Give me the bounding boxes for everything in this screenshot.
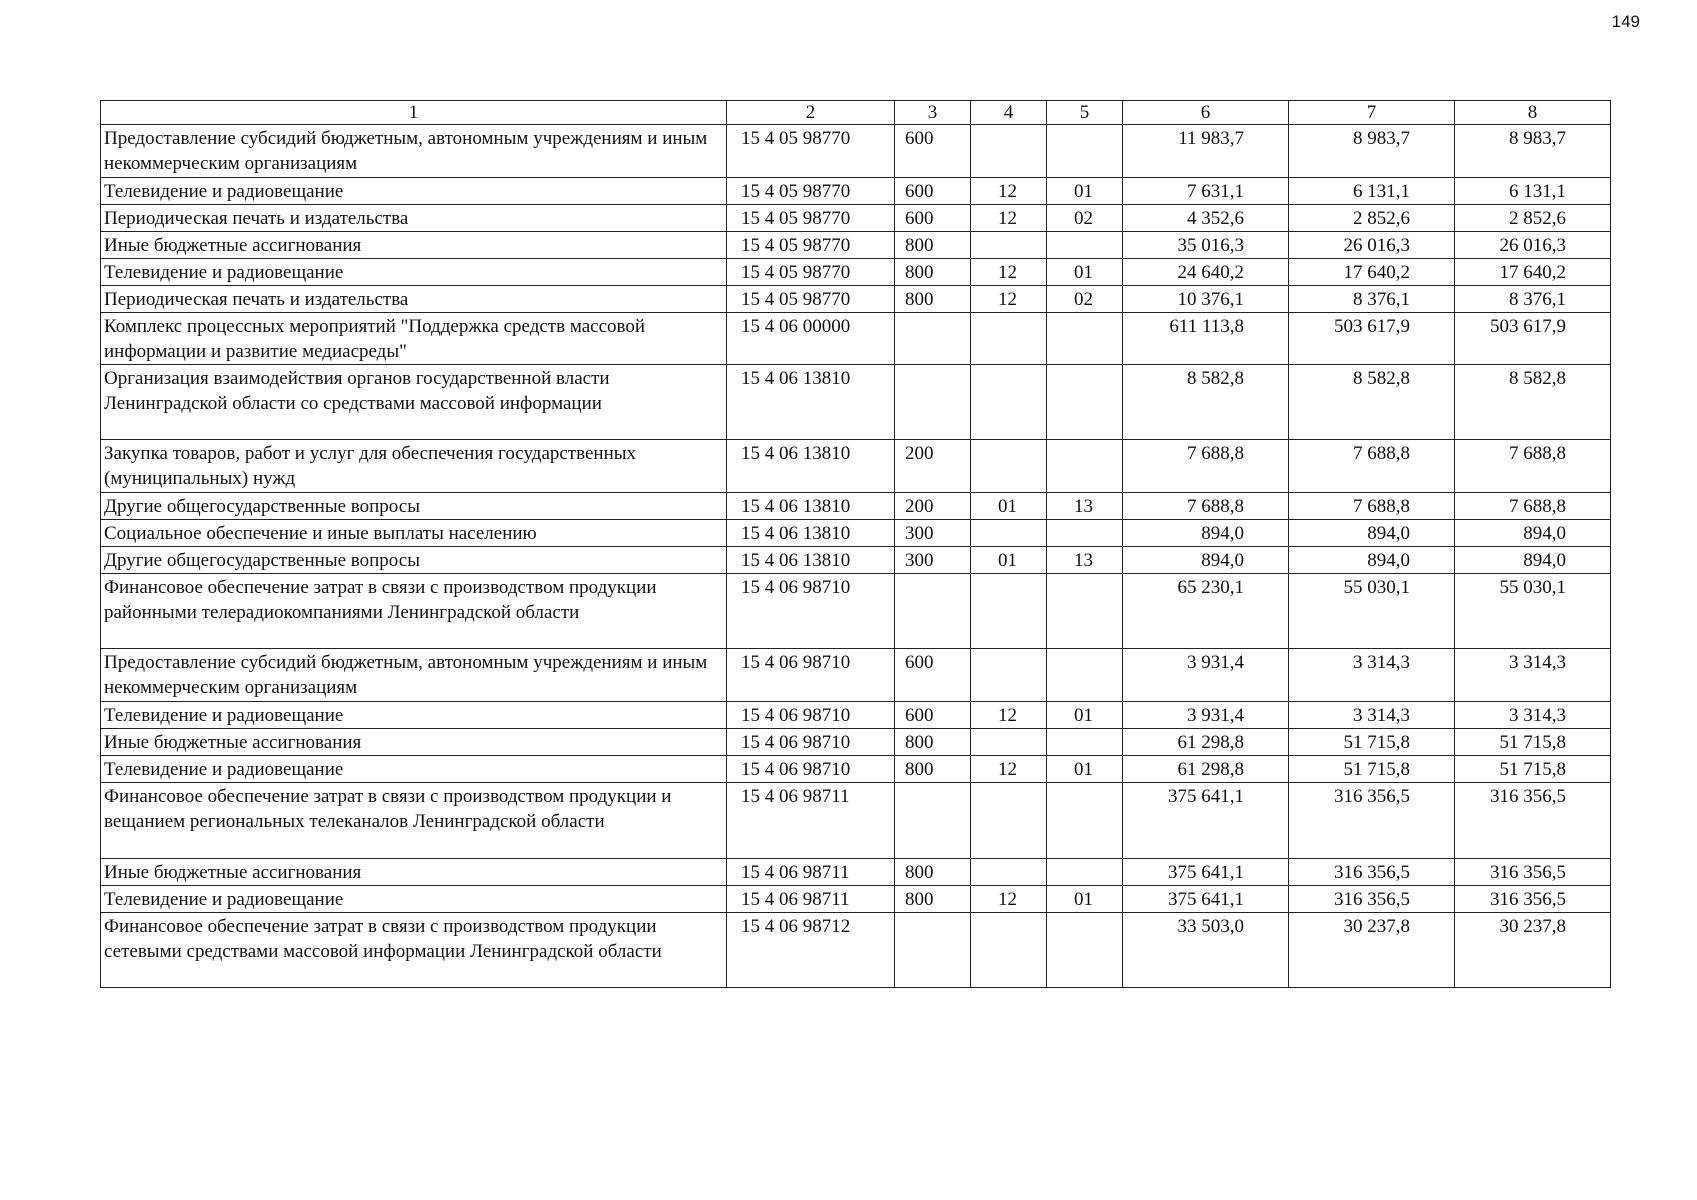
- row-value-col7: 6 131,1: [1289, 178, 1455, 205]
- table-row: [101, 520, 1611, 547]
- table-row: [101, 365, 1611, 440]
- row-subsection-cell: 01: [1047, 702, 1123, 729]
- row-section-cell: [971, 440, 1047, 493]
- row-name-cell: Организация взаимодействия органов государственной власти Ленинградской области со средствами массовой информации: [101, 365, 727, 440]
- row-value-col8: 51 715,8: [1455, 729, 1611, 756]
- row-type-cell: [895, 783, 971, 859]
- row-name-cell: Закупка товаров, работ и услуг для обеспечения государственных (муниципальных) нужд: [101, 440, 727, 493]
- row-value-col6: 4 352,6: [1123, 205, 1289, 232]
- row-subsection-cell: 01: [1047, 178, 1123, 205]
- row-section-cell: 12: [971, 259, 1047, 286]
- row-value-col6: 7 688,8: [1123, 440, 1289, 493]
- row-value-col6: 375 641,1: [1123, 859, 1289, 886]
- row-value-col8: 503 617,9: [1455, 313, 1611, 365]
- row-name-cell: Иные бюджетные ассигнования: [101, 232, 727, 259]
- row-value-col6: 65 230,1: [1123, 574, 1289, 649]
- table-row: [101, 886, 1611, 913]
- row-type-cell: 300: [895, 547, 971, 574]
- row-subsection-cell: [1047, 913, 1123, 988]
- row-code-cell: 15 4 06 98710: [727, 729, 895, 756]
- row-value-col8: 6 131,1: [1455, 178, 1611, 205]
- table-row: [101, 178, 1611, 205]
- row-code-cell: 15 4 06 13810: [727, 365, 895, 440]
- header-cell-1: 1: [101, 101, 727, 125]
- row-value-col6: 61 298,8: [1123, 756, 1289, 783]
- row-type-cell: 800: [895, 259, 971, 286]
- row-value-col8: 316 356,5: [1455, 859, 1611, 886]
- row-value-col6: 375 641,1: [1123, 886, 1289, 913]
- row-subsection-cell: [1047, 125, 1123, 178]
- row-value-col7: 3 314,3: [1289, 702, 1455, 729]
- row-code-cell: 15 4 06 13810: [727, 493, 895, 520]
- row-name-cell: Финансовое обеспечение затрат в связи с производством продукции районными телерадиокомпаниями Ленинградской области: [101, 574, 727, 649]
- row-code-cell: 15 4 06 13810: [727, 440, 895, 493]
- row-value-col7: 55 030,1: [1289, 574, 1455, 649]
- row-value-col8: 316 356,5: [1455, 783, 1611, 859]
- row-section-cell: [971, 574, 1047, 649]
- table-row: [101, 493, 1611, 520]
- row-value-col6: 375 641,1: [1123, 783, 1289, 859]
- table-row: [101, 756, 1611, 783]
- row-value-col6: 894,0: [1123, 547, 1289, 574]
- table-row: [101, 440, 1611, 493]
- row-name-cell: Иные бюджетные ассигнования: [101, 729, 727, 756]
- row-value-col7: 7 688,8: [1289, 493, 1455, 520]
- row-section-cell: [971, 313, 1047, 365]
- row-value-col7: 8 376,1: [1289, 286, 1455, 313]
- row-value-col7: 316 356,5: [1289, 859, 1455, 886]
- row-section-cell: [971, 859, 1047, 886]
- row-type-cell: 600: [895, 649, 971, 702]
- row-subsection-cell: [1047, 313, 1123, 365]
- row-value-col7: 3 314,3: [1289, 649, 1455, 702]
- row-subsection-cell: [1047, 729, 1123, 756]
- table-row: [101, 783, 1611, 859]
- row-value-col7: 316 356,5: [1289, 886, 1455, 913]
- table-row: [101, 205, 1611, 232]
- row-name-cell: Телевидение и радиовещание: [101, 702, 727, 729]
- row-section-cell: 01: [971, 493, 1047, 520]
- row-subsection-cell: 01: [1047, 886, 1123, 913]
- row-value-col8: 30 237,8: [1455, 913, 1611, 988]
- row-value-col6: 35 016,3: [1123, 232, 1289, 259]
- row-value-col8: 17 640,2: [1455, 259, 1611, 286]
- row-type-cell: 800: [895, 286, 971, 313]
- row-code-cell: 15 4 06 13810: [727, 547, 895, 574]
- row-value-col8: 26 016,3: [1455, 232, 1611, 259]
- row-section-cell: 12: [971, 886, 1047, 913]
- row-code-cell: 15 4 06 98711: [727, 859, 895, 886]
- table-row: [101, 232, 1611, 259]
- row-value-col8: 316 356,5: [1455, 886, 1611, 913]
- row-subsection-cell: 02: [1047, 286, 1123, 313]
- table-row: [101, 313, 1611, 365]
- row-type-cell: 800: [895, 729, 971, 756]
- row-code-cell: 15 4 05 98770: [727, 286, 895, 313]
- header-cell-8: 8: [1455, 101, 1611, 125]
- row-name-cell: Другие общегосударственные вопросы: [101, 547, 727, 574]
- row-value-col7: 503 617,9: [1289, 313, 1455, 365]
- row-section-cell: [971, 365, 1047, 440]
- row-type-cell: 600: [895, 178, 971, 205]
- row-section-cell: [971, 649, 1047, 702]
- row-section-cell: [971, 729, 1047, 756]
- row-value-col7: 8 983,7: [1289, 125, 1455, 178]
- row-name-cell: Периодическая печать и издательства: [101, 205, 727, 232]
- row-value-col8: 894,0: [1455, 520, 1611, 547]
- row-name-cell: Иные бюджетные ассигнования: [101, 859, 727, 886]
- table-row: [101, 913, 1611, 988]
- row-code-cell: 15 4 06 98711: [727, 783, 895, 859]
- row-code-cell: 15 4 05 98770: [727, 205, 895, 232]
- row-type-cell: 800: [895, 886, 971, 913]
- row-value-col7: 51 715,8: [1289, 756, 1455, 783]
- row-section-cell: 12: [971, 205, 1047, 232]
- row-section-cell: [971, 783, 1047, 859]
- row-value-col7: 51 715,8: [1289, 729, 1455, 756]
- row-section-cell: 12: [971, 178, 1047, 205]
- row-section-cell: [971, 913, 1047, 988]
- budget-table: [100, 100, 1611, 988]
- row-value-col8: 7 688,8: [1455, 493, 1611, 520]
- row-value-col8: 51 715,8: [1455, 756, 1611, 783]
- row-subsection-cell: [1047, 783, 1123, 859]
- row-name-cell: Другие общегосударственные вопросы: [101, 493, 727, 520]
- row-value-col6: 7 631,1: [1123, 178, 1289, 205]
- row-value-col8: 3 314,3: [1455, 649, 1611, 702]
- row-subsection-cell: [1047, 232, 1123, 259]
- row-type-cell: [895, 365, 971, 440]
- row-value-col8: 8 983,7: [1455, 125, 1611, 178]
- row-value-col7: 7 688,8: [1289, 440, 1455, 493]
- row-subsection-cell: [1047, 859, 1123, 886]
- row-value-col8: 3 314,3: [1455, 702, 1611, 729]
- row-code-cell: 15 4 06 98711: [727, 886, 895, 913]
- row-type-cell: 800: [895, 859, 971, 886]
- row-code-cell: 15 4 06 98710: [727, 702, 895, 729]
- row-type-cell: 200: [895, 440, 971, 493]
- row-code-cell: 15 4 05 98770: [727, 178, 895, 205]
- row-code-cell: 15 4 05 98770: [727, 259, 895, 286]
- row-name-cell: Социальное обеспечение и иные выплаты населению: [101, 520, 727, 547]
- table-row: [101, 859, 1611, 886]
- row-subsection-cell: 13: [1047, 493, 1123, 520]
- header-cell-7: 7: [1289, 101, 1455, 125]
- row-subsection-cell: [1047, 520, 1123, 547]
- row-type-cell: 600: [895, 125, 971, 178]
- table-body: [101, 101, 1611, 988]
- row-name-cell: Телевидение и радиовещание: [101, 756, 727, 783]
- row-subsection-cell: 13: [1047, 547, 1123, 574]
- row-subsection-cell: [1047, 574, 1123, 649]
- row-name-cell: Телевидение и радиовещание: [101, 178, 727, 205]
- table-row: [101, 649, 1611, 702]
- table-row: [101, 286, 1611, 313]
- row-name-cell: Телевидение и радиовещание: [101, 886, 727, 913]
- row-value-col6: 3 931,4: [1123, 649, 1289, 702]
- row-section-cell: 12: [971, 286, 1047, 313]
- row-code-cell: 15 4 05 98770: [727, 232, 895, 259]
- row-value-col7: 17 640,2: [1289, 259, 1455, 286]
- header-cell-3: 3: [895, 101, 971, 125]
- row-value-col6: 3 931,4: [1123, 702, 1289, 729]
- row-type-cell: [895, 913, 971, 988]
- row-type-cell: 600: [895, 205, 971, 232]
- page-number: 149: [1611, 12, 1640, 31]
- row-value-col8: 894,0: [1455, 547, 1611, 574]
- row-value-col7: 8 582,8: [1289, 365, 1455, 440]
- row-value-col7: 894,0: [1289, 547, 1455, 574]
- row-code-cell: 15 4 06 98712: [727, 913, 895, 988]
- table-row: [101, 547, 1611, 574]
- header-cell-5: 5: [1047, 101, 1123, 125]
- row-code-cell: 15 4 06 98710: [727, 756, 895, 783]
- row-type-cell: [895, 313, 971, 365]
- row-section-cell: 01: [971, 547, 1047, 574]
- row-value-col7: 894,0: [1289, 520, 1455, 547]
- row-value-col8: 55 030,1: [1455, 574, 1611, 649]
- row-name-cell: Комплекс процессных мероприятий "Поддержка средств массовой информации и развитие медиасреды": [101, 313, 727, 365]
- row-type-cell: 600: [895, 702, 971, 729]
- row-type-cell: 800: [895, 756, 971, 783]
- row-name-cell: Предоставление субсидий бюджетным, автономным учреждениям и иным некоммерческим организациям: [101, 125, 727, 178]
- table-row: [101, 574, 1611, 649]
- row-value-col8: 2 852,6: [1455, 205, 1611, 232]
- row-value-col7: 316 356,5: [1289, 783, 1455, 859]
- row-value-col6: 33 503,0: [1123, 913, 1289, 988]
- row-code-cell: 15 4 06 00000: [727, 313, 895, 365]
- row-value-col7: 2 852,6: [1289, 205, 1455, 232]
- row-section-cell: [971, 125, 1047, 178]
- row-name-cell: Финансовое обеспечение затрат в связи с производством продукции сетевыми средствами массовой информации Ленинградской области: [101, 913, 727, 988]
- row-value-col6: 11 983,7: [1123, 125, 1289, 178]
- row-value-col8: 8 376,1: [1455, 286, 1611, 313]
- row-value-col7: 30 237,8: [1289, 913, 1455, 988]
- row-code-cell: 15 4 06 13810: [727, 520, 895, 547]
- row-value-col6: 611 113,8: [1123, 313, 1289, 365]
- table-row: [101, 125, 1611, 178]
- row-type-cell: 300: [895, 520, 971, 547]
- row-value-col6: 894,0: [1123, 520, 1289, 547]
- row-value-col8: 7 688,8: [1455, 440, 1611, 493]
- row-value-col7: 26 016,3: [1289, 232, 1455, 259]
- row-value-col6: 61 298,8: [1123, 729, 1289, 756]
- table-row: [101, 729, 1611, 756]
- row-name-cell: Предоставление субсидий бюджетным, автономным учреждениям и иным некоммерческим организациям: [101, 649, 727, 702]
- row-type-cell: [895, 574, 971, 649]
- row-section-cell: 12: [971, 756, 1047, 783]
- header-cell-2: 2: [727, 101, 895, 125]
- row-value-col6: 24 640,2: [1123, 259, 1289, 286]
- row-type-cell: 800: [895, 232, 971, 259]
- row-name-cell: Финансовое обеспечение затрат в связи с производством продукции и вещанием региональных телеканалов Ленинградской области: [101, 783, 727, 859]
- row-section-cell: 12: [971, 702, 1047, 729]
- row-subsection-cell: [1047, 365, 1123, 440]
- table-row: [101, 259, 1611, 286]
- row-subsection-cell: 01: [1047, 259, 1123, 286]
- row-type-cell: 200: [895, 493, 971, 520]
- column-number-header-row: [101, 101, 1611, 125]
- row-subsection-cell: [1047, 440, 1123, 493]
- row-code-cell: 15 4 06 98710: [727, 574, 895, 649]
- row-code-cell: 15 4 05 98770: [727, 125, 895, 178]
- row-value-col6: 8 582,8: [1123, 365, 1289, 440]
- row-name-cell: Телевидение и радиовещание: [101, 259, 727, 286]
- row-section-cell: [971, 520, 1047, 547]
- row-name-cell: Периодическая печать и издательства: [101, 286, 727, 313]
- table-row: [101, 702, 1611, 729]
- header-cell-6: 6: [1123, 101, 1289, 125]
- row-section-cell: [971, 232, 1047, 259]
- row-code-cell: 15 4 06 98710: [727, 649, 895, 702]
- row-subsection-cell: 01: [1047, 756, 1123, 783]
- row-value-col8: 8 582,8: [1455, 365, 1611, 440]
- header-cell-4: 4: [971, 101, 1047, 125]
- row-subsection-cell: [1047, 649, 1123, 702]
- row-subsection-cell: 02: [1047, 205, 1123, 232]
- row-value-col6: 10 376,1: [1123, 286, 1289, 313]
- row-value-col6: 7 688,8: [1123, 493, 1289, 520]
